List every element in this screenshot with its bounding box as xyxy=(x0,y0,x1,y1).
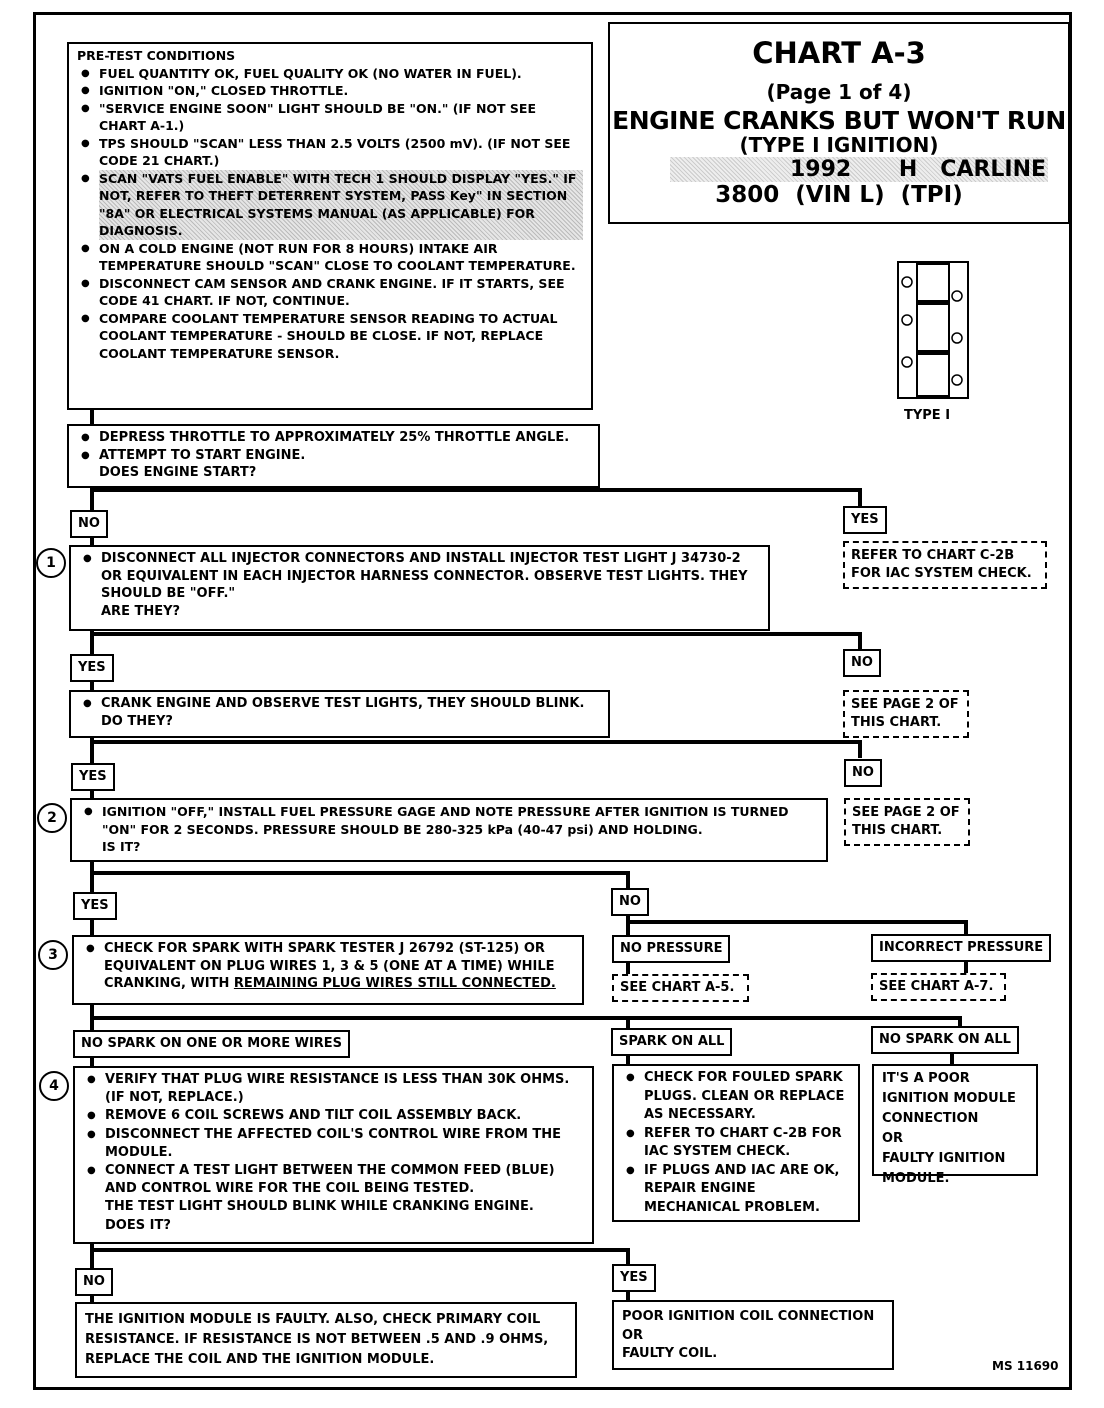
label-no-pressure: NO PRESSURE xyxy=(612,935,730,963)
chart-page: (Page 1 of 4) xyxy=(766,80,912,104)
spark-on-all-item: ● IF PLUGS AND IAC ARE OK, REPAIR ENGINE MECHANICAL PROBLEM. xyxy=(644,1162,850,1218)
chart-number: CHART A-3 xyxy=(752,36,926,70)
ref-chart-c2b: REFER TO CHART C-2B FOR IAC SYSTEM CHECK. xyxy=(843,541,1047,589)
spark-on-all-box xyxy=(612,1064,860,1222)
engine-designation: 3800 (VIN L) (TPI) xyxy=(715,182,963,208)
step-4-box xyxy=(73,1066,594,1244)
step-number-1: 1 xyxy=(36,548,66,578)
label-no: NO xyxy=(843,649,881,677)
chart-title-block xyxy=(608,22,1070,224)
no-spark-all-box xyxy=(872,1064,1038,1186)
step-1-box xyxy=(69,545,770,631)
step-4-item: ● CONNECT A TEST LIGHT BETWEEN THE COMMON FEED (BLUE) AND CONTROL WIRE FOR THE COIL BEING TESTED. xyxy=(105,1162,584,1198)
label-yes: YES xyxy=(73,892,117,920)
coil-text: POOR IGNITION COIL CONNECTION xyxy=(622,1309,875,1324)
label-yes: YES xyxy=(71,763,115,791)
coil-or: OR xyxy=(622,1327,644,1343)
step-1-question: ARE THEY? xyxy=(101,603,181,619)
coil-text2: FAULTY COIL. xyxy=(622,1346,718,1361)
step-2-box xyxy=(70,798,828,862)
pretest-item: ● IGNITION "ON," CLOSED THROTTLE. xyxy=(99,82,583,100)
carline: H CARLINE xyxy=(898,157,1047,182)
label-no-spark-all: NO SPARK ON ALL xyxy=(871,1026,1019,1054)
start-step-item: ● DEPRESS THROTTLE TO APPROXIMATELY 25% THROTTLE ANGLE. xyxy=(99,429,590,447)
pretest-conditions xyxy=(67,42,593,410)
label-no: NO xyxy=(844,759,882,787)
pretest-item: ● "SERVICE ENGINE SOON" LIGHT SHOULD BE "ON." (IF NOT SEE CHART A-1.) xyxy=(99,100,583,135)
step-2-text: ● IGNITION "OFF," INSTALL FUEL PRESSURE GAGE AND NOTE PRESSURE AFTER IGNITION IS TURNED "ON" FOR 2 SECONDS. PRESSURE SHOULD BE 280-325 kPa (40-47 psi) AND HOLDING. xyxy=(102,803,818,838)
ignition-module-figure xyxy=(898,262,968,398)
pretest-heading: PRE-TEST CONDITIONS xyxy=(77,48,236,63)
no-spark-all-or: OR xyxy=(882,1131,904,1146)
start-step-box xyxy=(67,424,600,488)
pretest-item: ● FUEL QUANTITY OK, FUEL QUALITY OK (NO WATER IN FUEL). xyxy=(99,65,583,83)
step-2-question: IS IT? xyxy=(102,839,141,854)
label-yes: YES xyxy=(70,654,114,682)
ref-chart-a7: SEE CHART A-7. xyxy=(871,973,1006,1001)
ref-chart-a5: SEE CHART A-5. xyxy=(612,974,749,1002)
step-3-box xyxy=(72,935,584,1005)
spark-on-all-item: ● CHECK FOR FOULED SPARK PLUGS. CLEAN OR REPLACE AS NECESSARY. xyxy=(644,1069,850,1125)
module-faulty-text: THE IGNITION MODULE IS FAULTY. ALSO, CHECK PRIMARY COIL RESISTANCE. IF RESISTANCE IS NOT BETWEEN .5 AND .9 OHMS, REPLACE THE COIL AND THE IGNITION MODULE. xyxy=(85,1312,549,1367)
module-faulty-box xyxy=(75,1302,577,1378)
step-3-text xyxy=(104,940,574,993)
model-year: 1992 xyxy=(790,157,852,182)
step-4-tail: THE TEST LIGHT SHOULD BLINK WHILE CRANKING ENGINE. xyxy=(105,1199,534,1215)
step-3-text-emphasis: REMAINING PLUG WIRES STILL CONNECTED. xyxy=(233,976,556,991)
label-yes: YES xyxy=(612,1264,656,1292)
label-no: NO xyxy=(75,1268,113,1296)
spark-on-all-item: ● REFER TO CHART C-2B FOR IAC SYSTEM CHECK. xyxy=(644,1125,850,1162)
step-number-2: 2 xyxy=(37,803,67,833)
no-spark-all-text: IT'S A POOR IGNITION MODULE CONNECTION xyxy=(882,1071,1016,1126)
ref-page-2: SEE PAGE 2 OF THIS CHART. xyxy=(844,798,970,846)
label-spark-all: SPARK ON ALL xyxy=(611,1028,732,1056)
label-no: NO xyxy=(70,510,108,538)
step-4-item: ● DISCONNECT THE AFFECTED COIL'S CONTROL WIRE FROM THE MODULE. xyxy=(105,1126,584,1162)
chart-main-title: ENGINE CRANKS BUT WON'T RUN xyxy=(612,106,1066,135)
start-step-question: DOES ENGINE START? xyxy=(99,465,257,480)
pretest-item: ● TPS SHOULD "SCAN" LESS THAN 2.5 VOLTS (2500 mV). (IF NOT SEE CODE 21 CHART.) xyxy=(99,135,583,170)
pretest-item: ● COMPARE COOLANT TEMPERATURE SENSOR READING TO ACTUAL COOLANT TEMPERATURE - SHOULD BE CLOSE. IF NOT, REPLACE COOLANT TEMPERATURE SENSOR. xyxy=(99,310,583,363)
crank-step-text: ● CRANK ENGINE AND OBSERVE TEST LIGHTS, THEY SHOULD BLINK. xyxy=(101,695,600,713)
pretest-item-vats: ● SCAN "VATS FUEL ENABLE" WITH TECH 1 SHOULD DISPLAY "YES." IF NOT, REFER TO THEFT DETERRENT SYSTEM, PASS Key" IN SECTION "8A" OR ELECTRICAL SYSTEMS MANUAL (AS APPLICABLE) FOR DIAGNOSIS. xyxy=(99,170,583,240)
step-1-text: ● DISCONNECT ALL INJECTOR CONNECTORS AND INSTALL INJECTOR TEST LIGHT J 34730-2 OR EQUIVALENT IN EACH INJECTOR HARNESS CONNECTOR. OBSERVE TEST LIGHTS. THEY SHOULD BE "OFF." xyxy=(101,550,760,603)
step-number-3: 3 xyxy=(38,940,68,970)
label-no: NO xyxy=(611,888,649,916)
pretest-item: ● DISCONNECT CAM SENSOR AND CRANK ENGINE. IF IT STARTS, SEE CODE 41 CHART. IF NOT, CONTINUE. xyxy=(99,275,583,310)
ref-page-2: SEE PAGE 2 OF THIS CHART. xyxy=(843,690,969,738)
label-yes: YES xyxy=(843,506,887,534)
crank-step-question: DO THEY? xyxy=(101,713,173,729)
pretest-item: ● ON A COLD ENGINE (NOT RUN FOR 8 HOURS) INTAKE AIR TEMPERATURE SHOULD "SCAN" CLOSE TO COOLANT TEMPERATURE. xyxy=(99,240,583,275)
step-number-4: 4 xyxy=(39,1071,69,1101)
figure-code: MS 11690 xyxy=(992,1359,1059,1373)
crank-step-box xyxy=(69,690,610,738)
figure-label: TYPE I xyxy=(904,408,951,423)
start-step-item: ● ATTEMPT TO START ENGINE. xyxy=(99,447,590,465)
label-incorrect-pressure: INCORRECT PRESSURE xyxy=(871,934,1051,962)
step-4-item: ● VERIFY THAT PLUG WIRE RESISTANCE IS LESS THAN 30K OHMS. (IF NOT, REPLACE.) xyxy=(105,1071,584,1107)
step-4-item: ● REMOVE 6 COIL SCREWS AND TILT COIL ASSEMBLY BACK. xyxy=(105,1107,584,1125)
no-spark-all-text2: FAULTY IGNITION MODULE. xyxy=(882,1151,1006,1186)
coil-box xyxy=(612,1300,894,1370)
label-no-spark-one: NO SPARK ON ONE OR MORE WIRES xyxy=(73,1030,350,1058)
chart-subtitle: (TYPE I IGNITION) xyxy=(739,133,939,157)
step-3-text-main: CHECK FOR SPARK WITH SPARK TESTER J 26792 (ST-125) OR EQUIVALENT ON PLUG WIRES 1, 3 & 5 (ONE AT A TIME) WHILE CRANKING, WITH xyxy=(104,941,555,991)
step-4-question: DOES IT? xyxy=(105,1217,171,1233)
